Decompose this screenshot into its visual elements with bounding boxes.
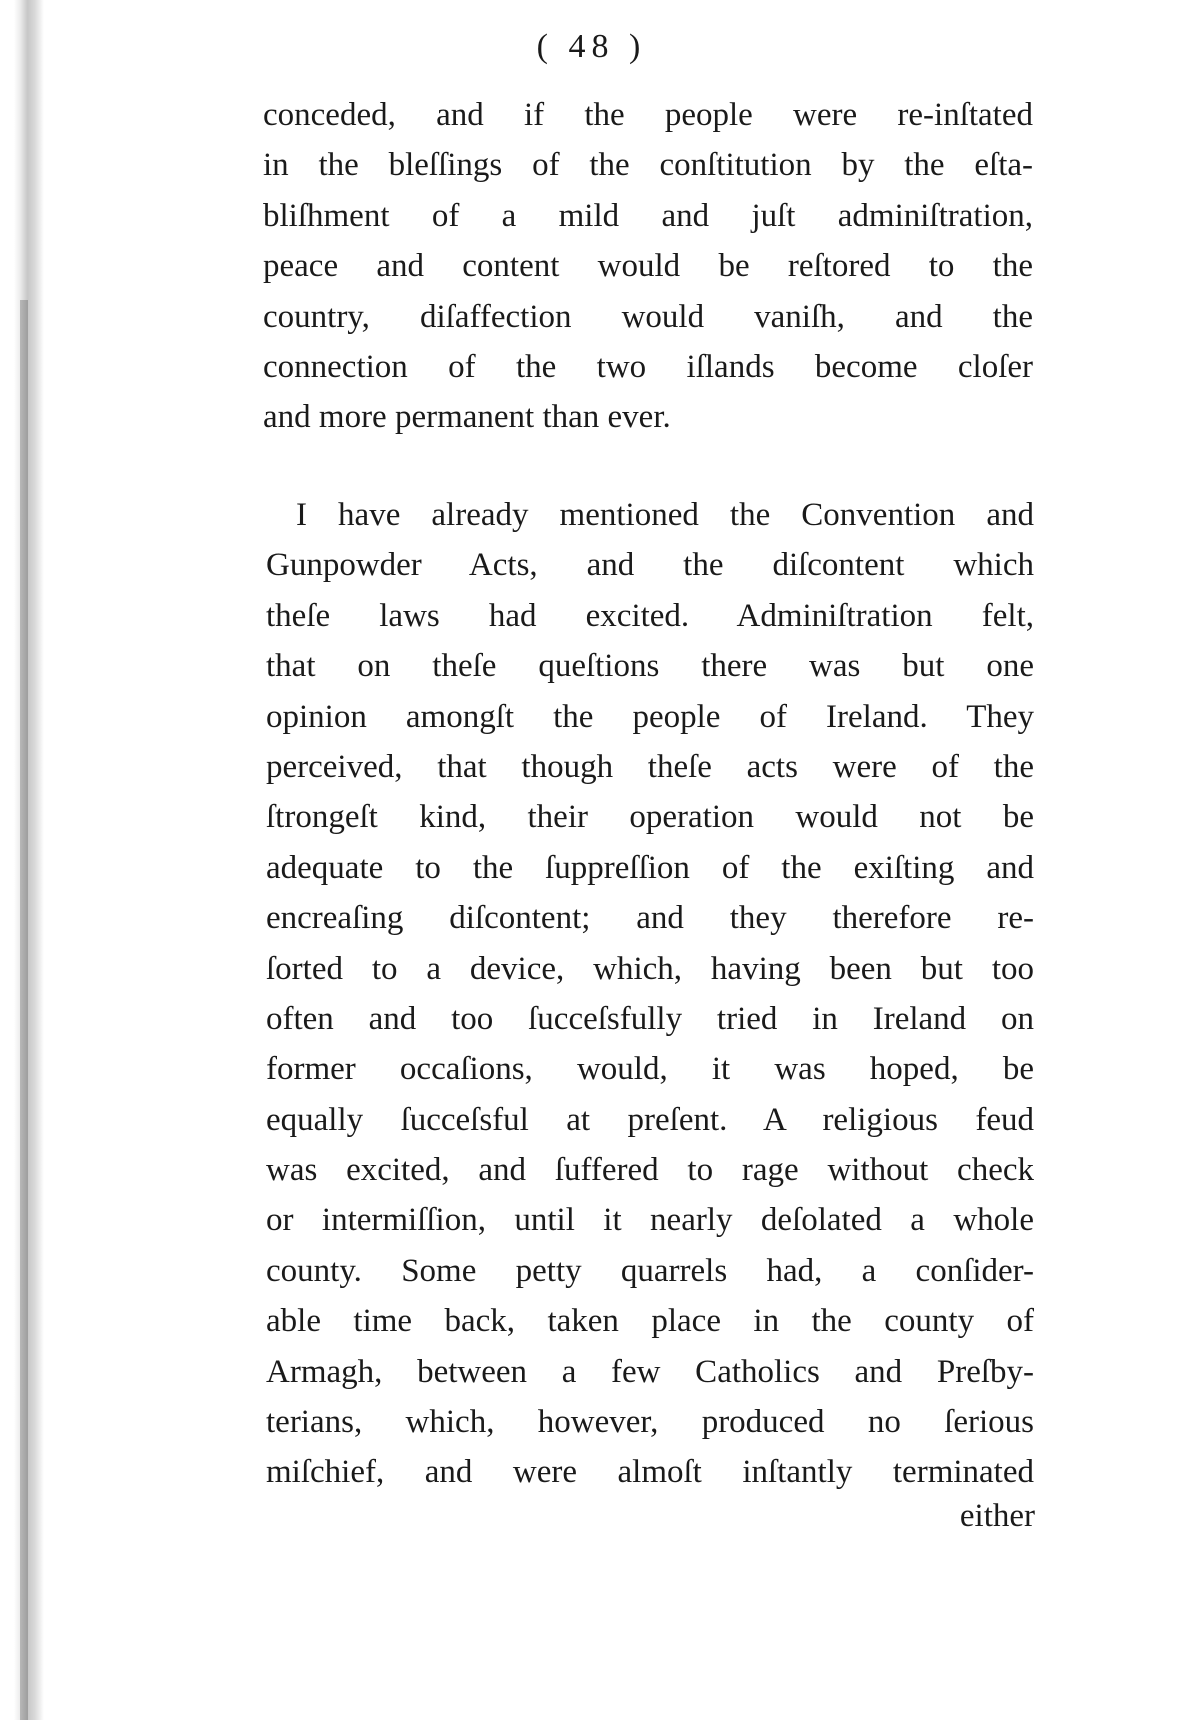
binding-edge <box>20 300 28 1720</box>
text-line: I have already mentioned the Convention and <box>296 497 1034 533</box>
text-line: in the bleſſings of the conſtitution by the eſta- <box>263 147 1033 184</box>
text-line: opinion amongſt the people of Ireland. They <box>266 698 1034 735</box>
text-line: terians, which, however, produced no ſerious <box>266 1404 1034 1441</box>
text-line: county. Some petty quarrels had, a conſider- <box>266 1252 1034 1289</box>
text-line: ſtrongeſt kind, their operation would not be <box>266 799 1034 836</box>
text-line: and more permanent than ever. <box>263 399 671 436</box>
catchword: either <box>959 1498 1035 1534</box>
text-line: perceived, that though theſe acts were of the <box>266 748 1034 785</box>
text-line: encreaſing diſcontent; and they therefore re- <box>266 900 1034 937</box>
page-number: ( 48 ) <box>536 28 647 65</box>
text-line: bliſhment of a mild and juſt adminiſtration, <box>263 197 1033 234</box>
text-line: Armagh, between a few Catholics and Preſby- <box>266 1353 1034 1390</box>
text-line: or intermiſſion, until it nearly deſolated a whole <box>266 1202 1034 1239</box>
text-line: often and too ſucceſsfully tried in Ireland on <box>266 1000 1034 1037</box>
text-line: ſorted to a device, which, having been but too <box>266 950 1034 987</box>
text-line: country, diſaffection would vaniſh, and the <box>263 298 1033 335</box>
text-line: Gunpowder Acts, and the diſcontent which <box>266 547 1034 584</box>
text-line: able time back, taken place in the county of <box>266 1303 1034 1340</box>
text-line: adequate to the ſuppreſſion of the exiſting and <box>266 849 1034 886</box>
binding-shadow <box>14 0 44 1720</box>
text-line: miſchief, and were almoſt inſtantly terminated <box>266 1454 1034 1491</box>
paragraph-1 <box>263 90 1033 443</box>
text-line: conceded, and if the people were re-inſtated <box>263 97 1033 133</box>
text-line: that on theſe queſtions there was but one <box>266 648 1034 685</box>
text-line: peace and content would be reſtored to the <box>263 248 1033 285</box>
paragraph-2 <box>266 490 1034 1498</box>
text-line: was excited, and ſuffered to rage without check <box>266 1152 1034 1189</box>
text-line: connection of the two iſlands become cloſer <box>263 348 1033 385</box>
text-line: theſe laws had excited. Adminiſtration felt, <box>266 597 1034 634</box>
text-line: former occaſions, would, it was hoped, be <box>266 1051 1034 1088</box>
text-line: equally ſucceſsful at preſent. A religious feud <box>266 1101 1034 1138</box>
